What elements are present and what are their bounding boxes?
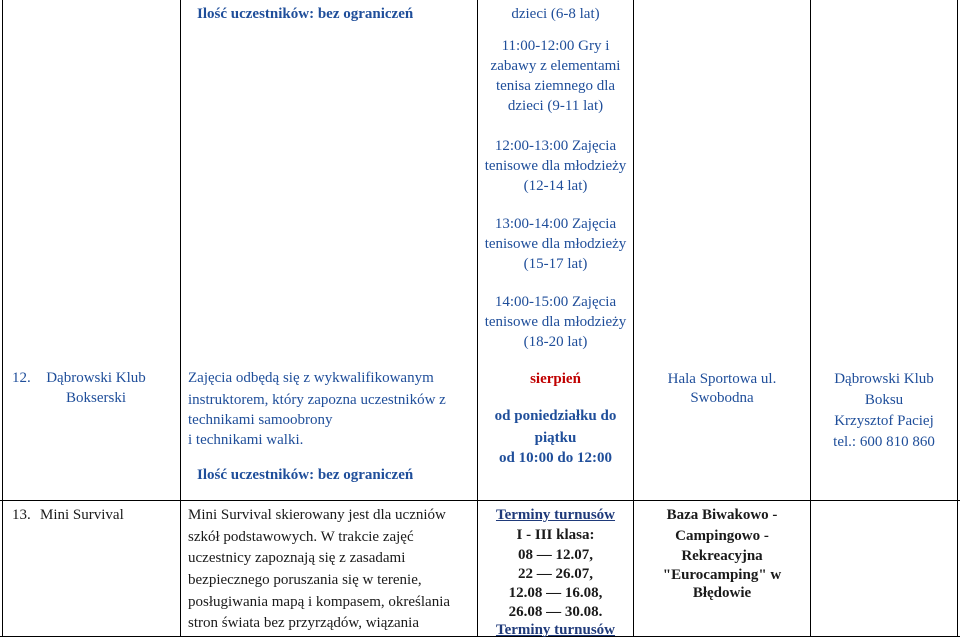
activity-name: Mini Survival — [40, 507, 124, 523]
table-row-divider — [0, 500, 960, 501]
schedule-item: 13:00-14:00 Zajęcia tenisowe dla młodzieży (15-17 lat) — [484, 216, 627, 272]
table-border-right — [957, 0, 958, 637]
organizer-line: Krzysztof Paciej — [834, 413, 934, 429]
place-line: Rekreacyjna — [681, 548, 763, 564]
organizer-line: Dąbrowski Klub — [834, 371, 934, 387]
schedule-item: dzieci (6-8 lat) — [511, 6, 600, 22]
description-line: bezpiecznego poruszania się w terenie, — [188, 572, 422, 588]
term-date: 12.08 — 16.08, — [508, 585, 603, 601]
days-line: od poniedziałku do — [494, 408, 617, 424]
place-line: Hala Sportowa ul. — [667, 371, 777, 387]
place-line: Błędowie — [692, 585, 752, 601]
table-column-divider — [180, 0, 181, 637]
place-line: Swobodna — [690, 390, 754, 406]
place-line: Baza Biwakowo - — [666, 507, 778, 523]
term-date: 26.08 — 30.08. — [508, 604, 603, 620]
term-class: I - III klasa: — [516, 527, 595, 543]
description-line: i technikami walki. — [188, 432, 304, 448]
participant-limit: Ilość uczestników: bez ograniczeń — [197, 467, 414, 483]
description-line: stron świata bez przyrządów, wiązania — [188, 615, 420, 631]
description-line: Mini Survival skierowany jest dla uczniów — [188, 507, 446, 523]
description-line: uczestnicy zapoznają się z zasadami — [188, 550, 406, 566]
table-border-left — [2, 0, 3, 637]
description-line: posługiwania mapą i kompasem, określania — [188, 594, 451, 610]
description-line: instruktorem, który zapozna uczestników z — [188, 392, 446, 408]
term-date: 08 — 12.07, — [518, 547, 593, 563]
organizer-line: Boksu — [864, 392, 904, 408]
description-line: szkół podstawowych. W trakcie zajęć — [188, 529, 414, 545]
organizer-line: tel.: 600 810 860 — [833, 434, 935, 450]
schedule-item: 11:00-12:00 Gry i zabawy z elementami tenisa ziemnego dla dzieci (9-11 lat) — [490, 38, 621, 114]
schedule-item: 12:00-13:00 Zajęcia tenisowe dla młodzieży (12-14 lat) — [484, 138, 627, 194]
top-row-limit: Ilość uczestników: bez ograniczeń — [197, 6, 414, 22]
term-date: 22 — 26.07, — [518, 566, 593, 582]
table-column-divider — [810, 0, 811, 637]
description-line: Zajęcia odbędą się z wykwalifikowanym — [188, 370, 434, 386]
description-line: technikami samoobrony — [188, 412, 333, 428]
term-header: Terminy turnusów — [495, 507, 616, 523]
schedule-item: 14:00-15:00 Zajęcia tenisowe dla młodzieży (18-20 lat) — [484, 294, 627, 350]
month-label: sierpień — [530, 371, 581, 387]
row-number: 13. — [12, 507, 31, 523]
term-header: Terminy turnusów — [495, 622, 616, 638]
activity-name-line: Dąbrowski Klub — [46, 370, 146, 386]
activity-name-line: Bokserski — [66, 390, 126, 406]
place-line: "Eurocamping" w — [662, 567, 782, 583]
hours-line: od 10:00 do 12:00 — [499, 450, 612, 466]
days-line: piątku — [534, 430, 577, 446]
place-line: Campingowo - — [675, 528, 769, 544]
row-number: 12. — [12, 370, 31, 386]
